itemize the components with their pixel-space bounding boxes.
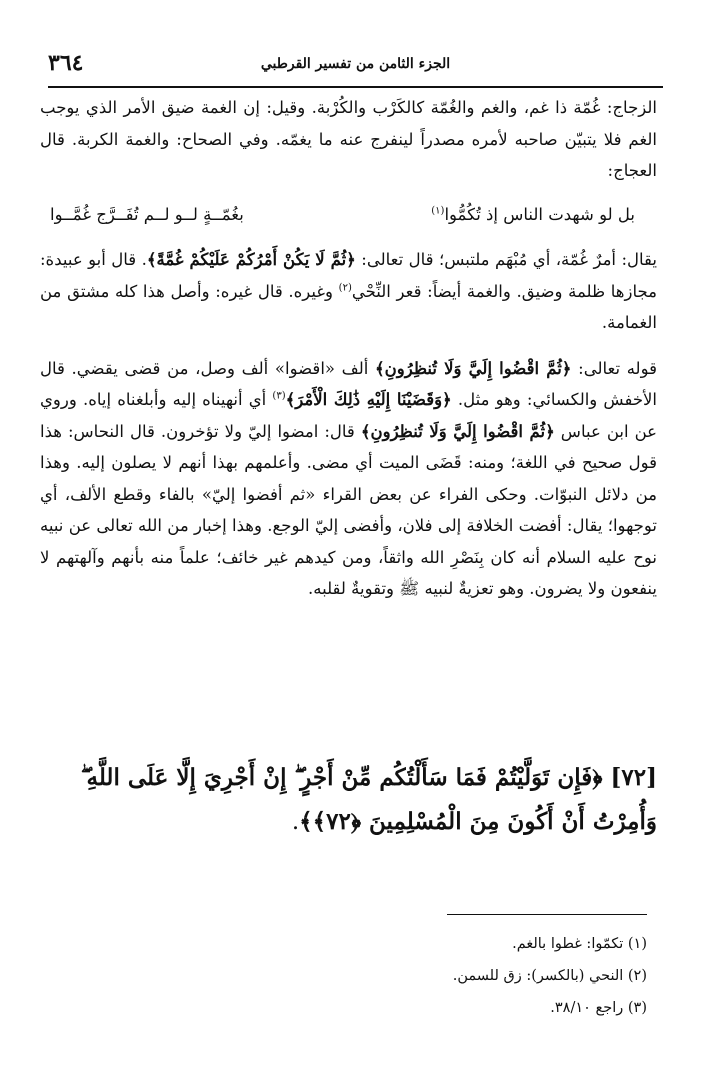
footnote-ref-3: (٣) [272,390,286,402]
running-title: الجزء الثامن من تفسير القرطبي [260,56,451,72]
footnote-ref-1: (١) [431,205,445,216]
ayah-text: ﴿فَإِن تَوَلَّيْتُمْ فَمَا سَأَلْتُكُم مِّنْ أَجْرٍ ۖ إِنْ أَجْرِيَ إِلَّا عَلَى اللَّهِ ۖ وَأُمِرْتُ أَنْ أَكُونَ مِنَ الْمُسْلِمِينَ ﴿٧٢﴾﴾ [80,764,657,835]
page-header [48,48,663,88]
quran-quote: ﴿ثُمَّ لَا يَكُنْ أَمْرُكُمْ عَلَيْكُمْ غُمَّةً﴾ [146,250,356,269]
poetry-verse [50,199,635,231]
ayah-72: [٧٢] ﴿فَإِن تَوَلَّيْتُمْ فَمَا سَأَلْتُكُم مِّنْ أَجْرٍ ۖ إِنْ أَجْرِيَ إِلَّا عَلَى اللَّهِ ۖ وَأُمِرْتُ أَنْ أَكُونَ مِنَ الْمُسْلِمِينَ ﴿٧٢﴾﴾. [80,764,657,835]
paragraph-iqdu: قوله تعالى: ﴿ثُمَّ اقْضُوا إِلَيَّ وَلَا تُنظِرُونِ﴾ ألف «اقضوا» ألف وصل، من قضى يقضي. قال الأخفش والكسائي: وهو مثل. ﴿وَقَضَيْنَا إِلَيْهِ ذَٰلِكَ الْأَمْرَ﴾$^{(٣)}$ أي أنهيناه إليه وأبلغناه إياه. وروي عن ابن عباس ﴿ثُمَّ اقْضُوا إِلَيَّ وَلَا تُنظِرُونِ﴾ قال: امضوا إليّ ولا تؤخرون. قال النحاس: هذا قول صحيح في اللغة؛ ومنه: قَضَى الميت أي مضى. وأعلمهم بهذا أنهم لا يصلون إليه. وهذا من دلائل النبوّات. وحكى الفراء عن بعض القراء «ثم أفضوا إليّ» بالفاء وقطع الألف، أي توجهوا؛ يقال: أفضت الخلافة إلى فلان، وأفضى إليّ الوجع. وهذا إخبار من الله تعالى عن نبيه نوح عليه السلام أنه كان بِنَصْرِ الله واثقاً، ومن كيدهم غير خائف؛ علماً منه بأنهم وآلهتهم لا ينفعون ولا يضرون. وهو تعزيةٌ لنبيه ﷺ وتقويةٌ لقلبه. [40,358,658,598]
footnote-ref-2: (٢) [338,282,352,293]
paragraph-zajjaj: الزجاج: غُمّة ذا غم، والغم والغُمّة كالكَرْب والكُرْبة. وقيل: إن الغمة ضيق الأمر الذي يوجب الغم فلا يتبيّن صاحبه لأمره مصدراً لينفرج عنه ما يغمّه. وفي الصحاح: والغمة الكربة. قال العجاج: [40,98,657,180]
footnote-3: (٣) راجع ٣٨/١٠. [550,1000,647,1016]
quran-quote: ﴿ثُمَّ اقْضُوا إِلَيَّ وَلَا تُنظِرُونِ﴾ [360,421,555,441]
footnote-divider [447,914,647,915]
page-number: ٣٦٤ [48,50,84,76]
ayah-number: [٧٢] [610,764,657,791]
verse-first-hemistich: بل لو شهدت الناس إذ تُكُمُّوا$^{(١)}$ [431,204,635,224]
footnote-2: (٢) النحي (بالكسر): زق للسمن. [452,968,647,984]
footnote-1: (١) تكمّوا: غطوا بالغم. [512,936,647,952]
paragraph-ghumma: يقال: أمرٌ غُمّة، أي مُبْهَم ملتبس؛ قال تعالى: ﴿ثُمَّ لَا يَكُنْ أَمْرُكُمْ عَلَيْكُمْ غُمَّةً﴾. قال أبو عبيدة: مجازها ظلمة وضيق. والغمة أيضاً: قعر النِّحْي$^{(٢)}$ وغيره. قال غيره: وأصل هذا كله مشتق من الغمامة. [40,250,657,332]
footnotes [40,928,647,1024]
commentary-body [40,92,657,605]
verse-second-hemistich: بغُمّــةٍ لــو لــم تُفَــرَّج غُمَّــوا [50,204,244,224]
quran-quote: ﴿وَقَضَيْنَا إِلَيْهِ ذَٰلِكَ الْأَمْرَ﴾ [285,390,452,409]
quran-quote: ﴿ثُمَّ اقْضُوا إِلَيَّ وَلَا تُنظِرُونِ﴾ [375,358,572,378]
